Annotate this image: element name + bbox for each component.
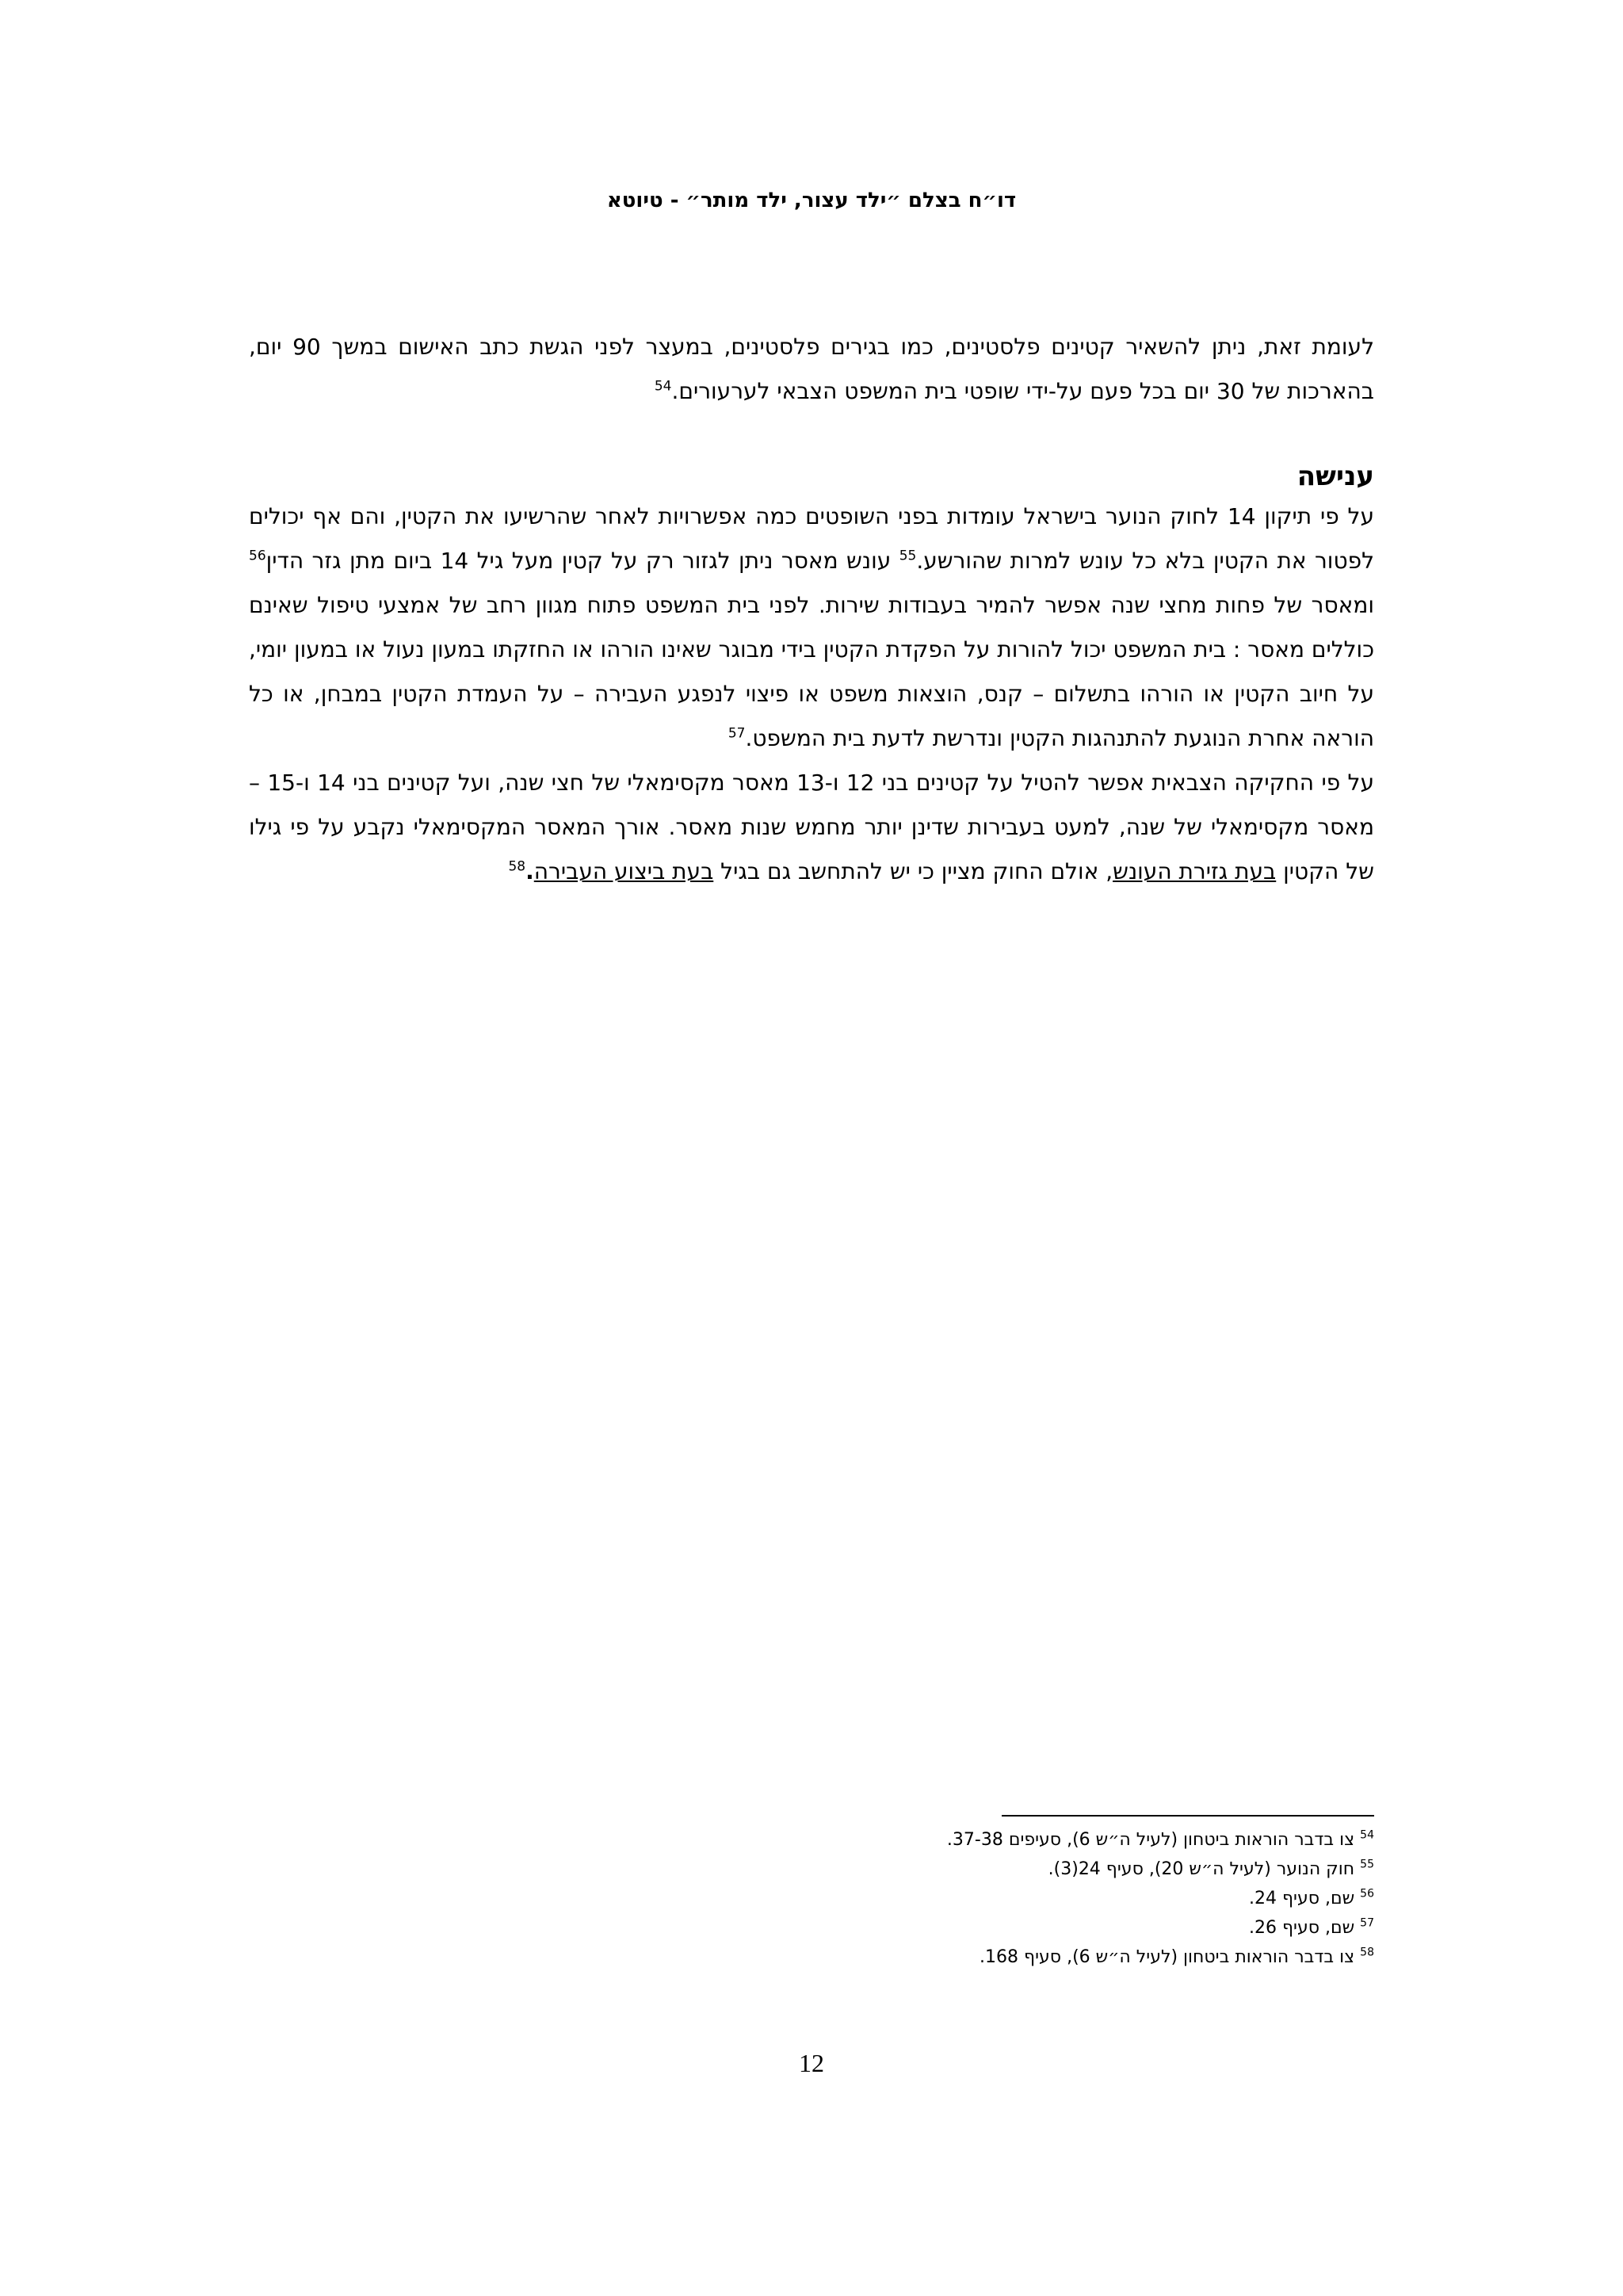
punishment-paragraph-1 [249, 495, 1374, 761]
footnote-text: חוק הנוער (לעיל ה״ש 20), סעיף 24(3). [1048, 1859, 1355, 1879]
footnote-58 [582, 1943, 1374, 1972]
punishment-paragraph-2 [249, 761, 1374, 894]
footnote-ref[interactable]: 55 [899, 548, 917, 564]
footnote-55 [582, 1855, 1374, 1884]
footnote-number: 54 [1360, 1828, 1374, 1842]
footnote-text: שם, סעיף 24. [1248, 1889, 1355, 1908]
page-header: דו״ח בצלם ״ילד עצור, ילד מותר״ - טיוטא [606, 189, 1017, 212]
footnotes [582, 1825, 1374, 1972]
footnote-text: צו בדבר הוראות ביטחון (לעיל ה״ש 6), סעיף 168. [980, 1947, 1355, 1967]
footnote-54 [582, 1825, 1374, 1855]
punishment-section [249, 495, 1374, 894]
paragraph-end: . [525, 858, 534, 884]
footnote-number: 55 [1360, 1858, 1374, 1871]
footnote-ref[interactable]: 58 [508, 858, 526, 875]
footnote-ref[interactable]: 56 [249, 548, 266, 564]
footnote-56 [582, 1884, 1374, 1913]
footnote-text: צו בדבר הוראות ביטחון (לעיל ה״ש 6), סעיפים 37-38. [946, 1830, 1355, 1850]
section-heading: ענישה [1296, 460, 1374, 492]
paragraph-text: על פי תיקון 14 לחוק הנוער בישראל עומדות בפני השופטים כמה אפשרויות לאחר שהרשיעו את הקטין, והם אף יכולים לפטור את הקטין בלא כל עונש למרות שהורשע. [249, 503, 1374, 574]
underlined-phrase: בעת ביצוע העבירה [533, 858, 714, 884]
intro-text: לעומת זאת, ניתן להשאיר קטינים פלסטינים, כמו בגירים פלסטינים, במעצר לפני הגשת כתב האישום במשך 90 יום, בהארכות של 30 יום בכל פעם על-ידי שופטי בית המשפט הצבאי לערעורים. [249, 334, 1374, 404]
footnote-ref[interactable]: 57 [727, 725, 746, 742]
paragraph-text: , אולם החוק מציין כי יש להתחשב גם בגיל [713, 858, 1113, 884]
intro-paragraph [249, 325, 1374, 414]
page-number: 12 [799, 2049, 824, 2077]
paragraph-text: עונש מאסר ניתן לגזור רק על קטין מעל גיל 14 ביום מתן גזר הדין [265, 548, 899, 574]
footnote-number: 57 [1360, 1916, 1374, 1930]
footnote-separator [1002, 1815, 1374, 1817]
footnote-number: 58 [1360, 1946, 1374, 1959]
paragraph-text: ומאסר של פחות מחצי שנה אפשר להמיר בעבודות שירות. לפני בית המשפט פתוח מגוון רחב של אמצעי טיפול שאינם כוללים מאסר : בית המשפט יכול להורות על הפקדת הקטין בידי מבוגר שאינו הורהו או החזקתו במעון נעול או במעון יומי, על חיוב הקטין או הורהו בתשלום – קנס, הוצאות משפט או פיצוי לנפגע העבירה – על העמדת הקטין במבחן, או כל הוראה אחרת הנוגעת להתנהגות הקטין ונדרשת לדעת בית המשפט. [249, 592, 1374, 751]
footnote-text: שם, סעיף 26. [1248, 1918, 1355, 1938]
footnote-ref[interactable]: 54 [654, 378, 672, 395]
paragraph-text: על פי החקיקה הצבאית אפשר להטיל על קטינים בני 12 ו-13 מאסר מקסימאלי של חצי שנה, ועל קטינים בני 14 ו-15 – מאסר מקסימאלי של שנה, למעט בעבירות שדינן יותר מחמש שנות מאסר. אורך המאסר המקסימאלי נקבע על פי גילו של הקטין [249, 770, 1374, 884]
underlined-phrase: בעת גזירת העונש [1113, 858, 1277, 884]
footnote-number: 56 [1360, 1887, 1374, 1901]
footnote-57 [582, 1913, 1374, 1943]
